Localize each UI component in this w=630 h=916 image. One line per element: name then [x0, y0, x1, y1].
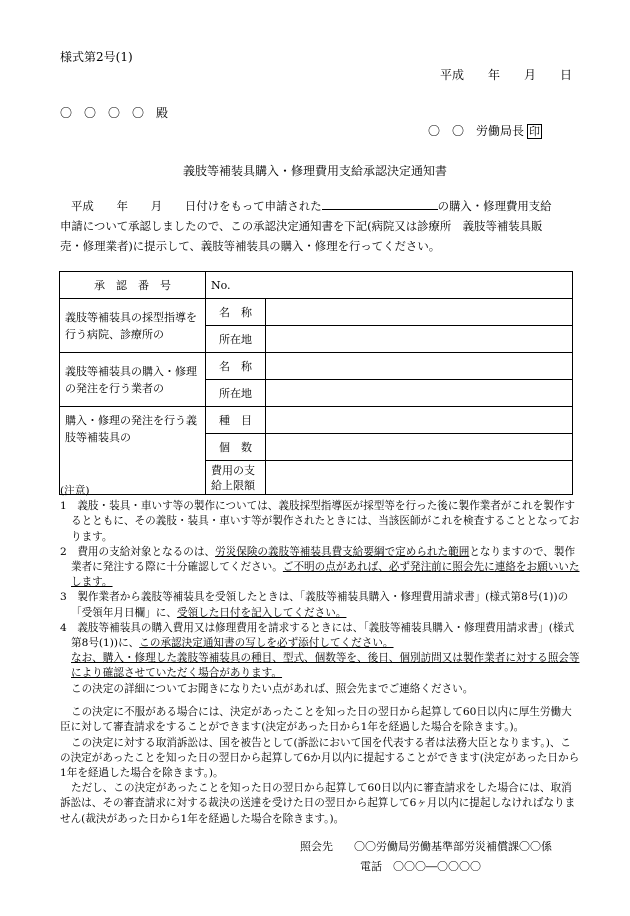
body-line2: 申請について承認しましたので、この承認決定通知書を下記(病院又は診療所 義肢等補装具販: [60, 219, 543, 233]
note-2: [60, 545, 580, 591]
addressee: 〇 〇 〇 〇 殿: [60, 106, 169, 120]
body-line3: 売・修理業者)に提示して、義肢等補装具の購入・修理を行ってください。: [60, 239, 441, 253]
note-3-underline: 受領した日付を記入してください。: [176, 606, 347, 619]
note-4-text: 4 義肢等補装具の購入費用又は修理費用を請求するときには、「義肢等補装具購入・修理費用請求書」(様式第8号(1))に、: [60, 621, 575, 650]
vendor-label: 義肢等補装具の購入・修理の発注を行う業者の: [60, 353, 206, 407]
body-line1-pre: 平成 年 月 日付けをもって申請された: [71, 199, 322, 213]
phone-number: 〇〇〇―〇〇〇〇: [393, 860, 481, 873]
phone-label: 電話: [360, 860, 382, 873]
contact-phone: [360, 858, 481, 874]
note-2-underline-2: ご不明の点があれば、必ず発注前に照会先に連絡をお願いいたします。: [71, 561, 580, 589]
hospital-name-value: [266, 299, 573, 326]
seal-mark: 印: [529, 125, 541, 138]
item-count-value: [266, 434, 573, 461]
note-1: 1 義肢・装具・車いす等の製作については、義肢採型指導医が採型等を行った後に製作業者がこれを製作するとともに、その義肢・装具・車いす等が製作されたときには、当該医師がこれを検査することとなっております。: [60, 500, 580, 543]
closing-p2: この決定に不服がある場合には、決定があったことを知った日の翌日から起算して60日以内に厚生労働大臣に対して審査請求をすることができます(決定があった日から1年を経過した場合を除きます。)。: [60, 706, 572, 734]
item-type-value: [266, 407, 573, 434]
note-3-text: 3 製作業者から義肢等補装具を受領したときは、「義肢等補装具購入・修理費用請求書」(様式第8号(1))の「受領年月日欄」に、: [60, 591, 569, 619]
note-4-continuation: なお、購入・修理した義肢等補装具の種目、型式、個数等を、後日、個別訪問又は製作業者に対する照会等により確認させていただく場合があります。: [71, 652, 580, 680]
note-4: [60, 621, 580, 651]
note-2-text-a: 2 費用の支給対象となるのは、: [60, 545, 216, 558]
cost-limit-label: 費用の支給上限額: [206, 461, 266, 495]
contact-label: 照会先: [300, 840, 333, 853]
note-2-text-b: となりますので、製作業者に発注する際に十分確認してください。: [71, 545, 576, 574]
closing-p3: この決定に対する取消訴訟は、国を被告として(訴訟において国を代表する者は法務大臣となります。)、この決定があったことを知った日の翌日から起算して6か月以内に提起することができます(決定があった日から1年を経過した場合を除きます。)。: [60, 736, 580, 780]
contact-office: 〇〇労働局労働基準部労災補償課〇〇係: [354, 840, 552, 853]
equipment-blank-field: [322, 198, 438, 210]
hospital-name-label: 名 称: [206, 299, 266, 326]
hospital-label: 義肢等補装具の採型指導を行う病院、診療所の: [60, 299, 206, 353]
closing-section: [60, 682, 580, 827]
notes-section: [60, 484, 580, 682]
notes-heading: (注意): [60, 485, 90, 497]
issue-date: 平成 年 月 日: [440, 68, 573, 82]
closing-p1: この決定の詳細についてお聞きになりたい点があれば、照会先までご連絡ください。: [71, 683, 474, 695]
approval-table: [59, 271, 573, 495]
vendor-address-value: [266, 380, 573, 407]
note-2-underline-1: 労災保険の義肢等補装具費支給要綱で定められた範囲: [215, 545, 470, 558]
vendor-address-label: 所在地: [206, 380, 266, 407]
sender: [428, 122, 542, 139]
approval-number-cell: No.: [206, 272, 573, 299]
document-title: 義肢等補装具購入・修理費用支給承認決定通知書: [182, 164, 447, 178]
note-4-underline: この承認決定通知書の写しを必ず添付してください。: [139, 637, 394, 650]
hospital-address-value: [266, 326, 573, 353]
closing-p4: ただし、この決定があったことを知った日の翌日から起算して60日以内に審査請求をした場合には、取消訴訟は、その審査請求に対する裁決の送達を受けた日の翌日から起算して6ヶ月以内に提起しなければなりません(裁決があった日から1年を経過した場合を除きます。)。: [60, 782, 576, 825]
form-number: 様式第2号(1): [60, 50, 133, 64]
approval-number-label: 承 認 番 号: [60, 272, 206, 299]
note-3: [60, 590, 580, 620]
vendor-name-label: 名 称: [206, 353, 266, 380]
item-type-label: 種 目: [206, 407, 266, 434]
vendor-name-value: [266, 353, 573, 380]
item-count-label: 個 数: [206, 434, 266, 461]
item-label: 購入・修理の発注を行う義肢等補装具の: [60, 407, 206, 495]
sender-name: 〇 〇 労働局長: [428, 124, 525, 138]
body-line1-post: の購入・修理費用支給: [437, 199, 552, 213]
hospital-address-label: 所在地: [206, 326, 266, 353]
body-text: [60, 196, 578, 256]
